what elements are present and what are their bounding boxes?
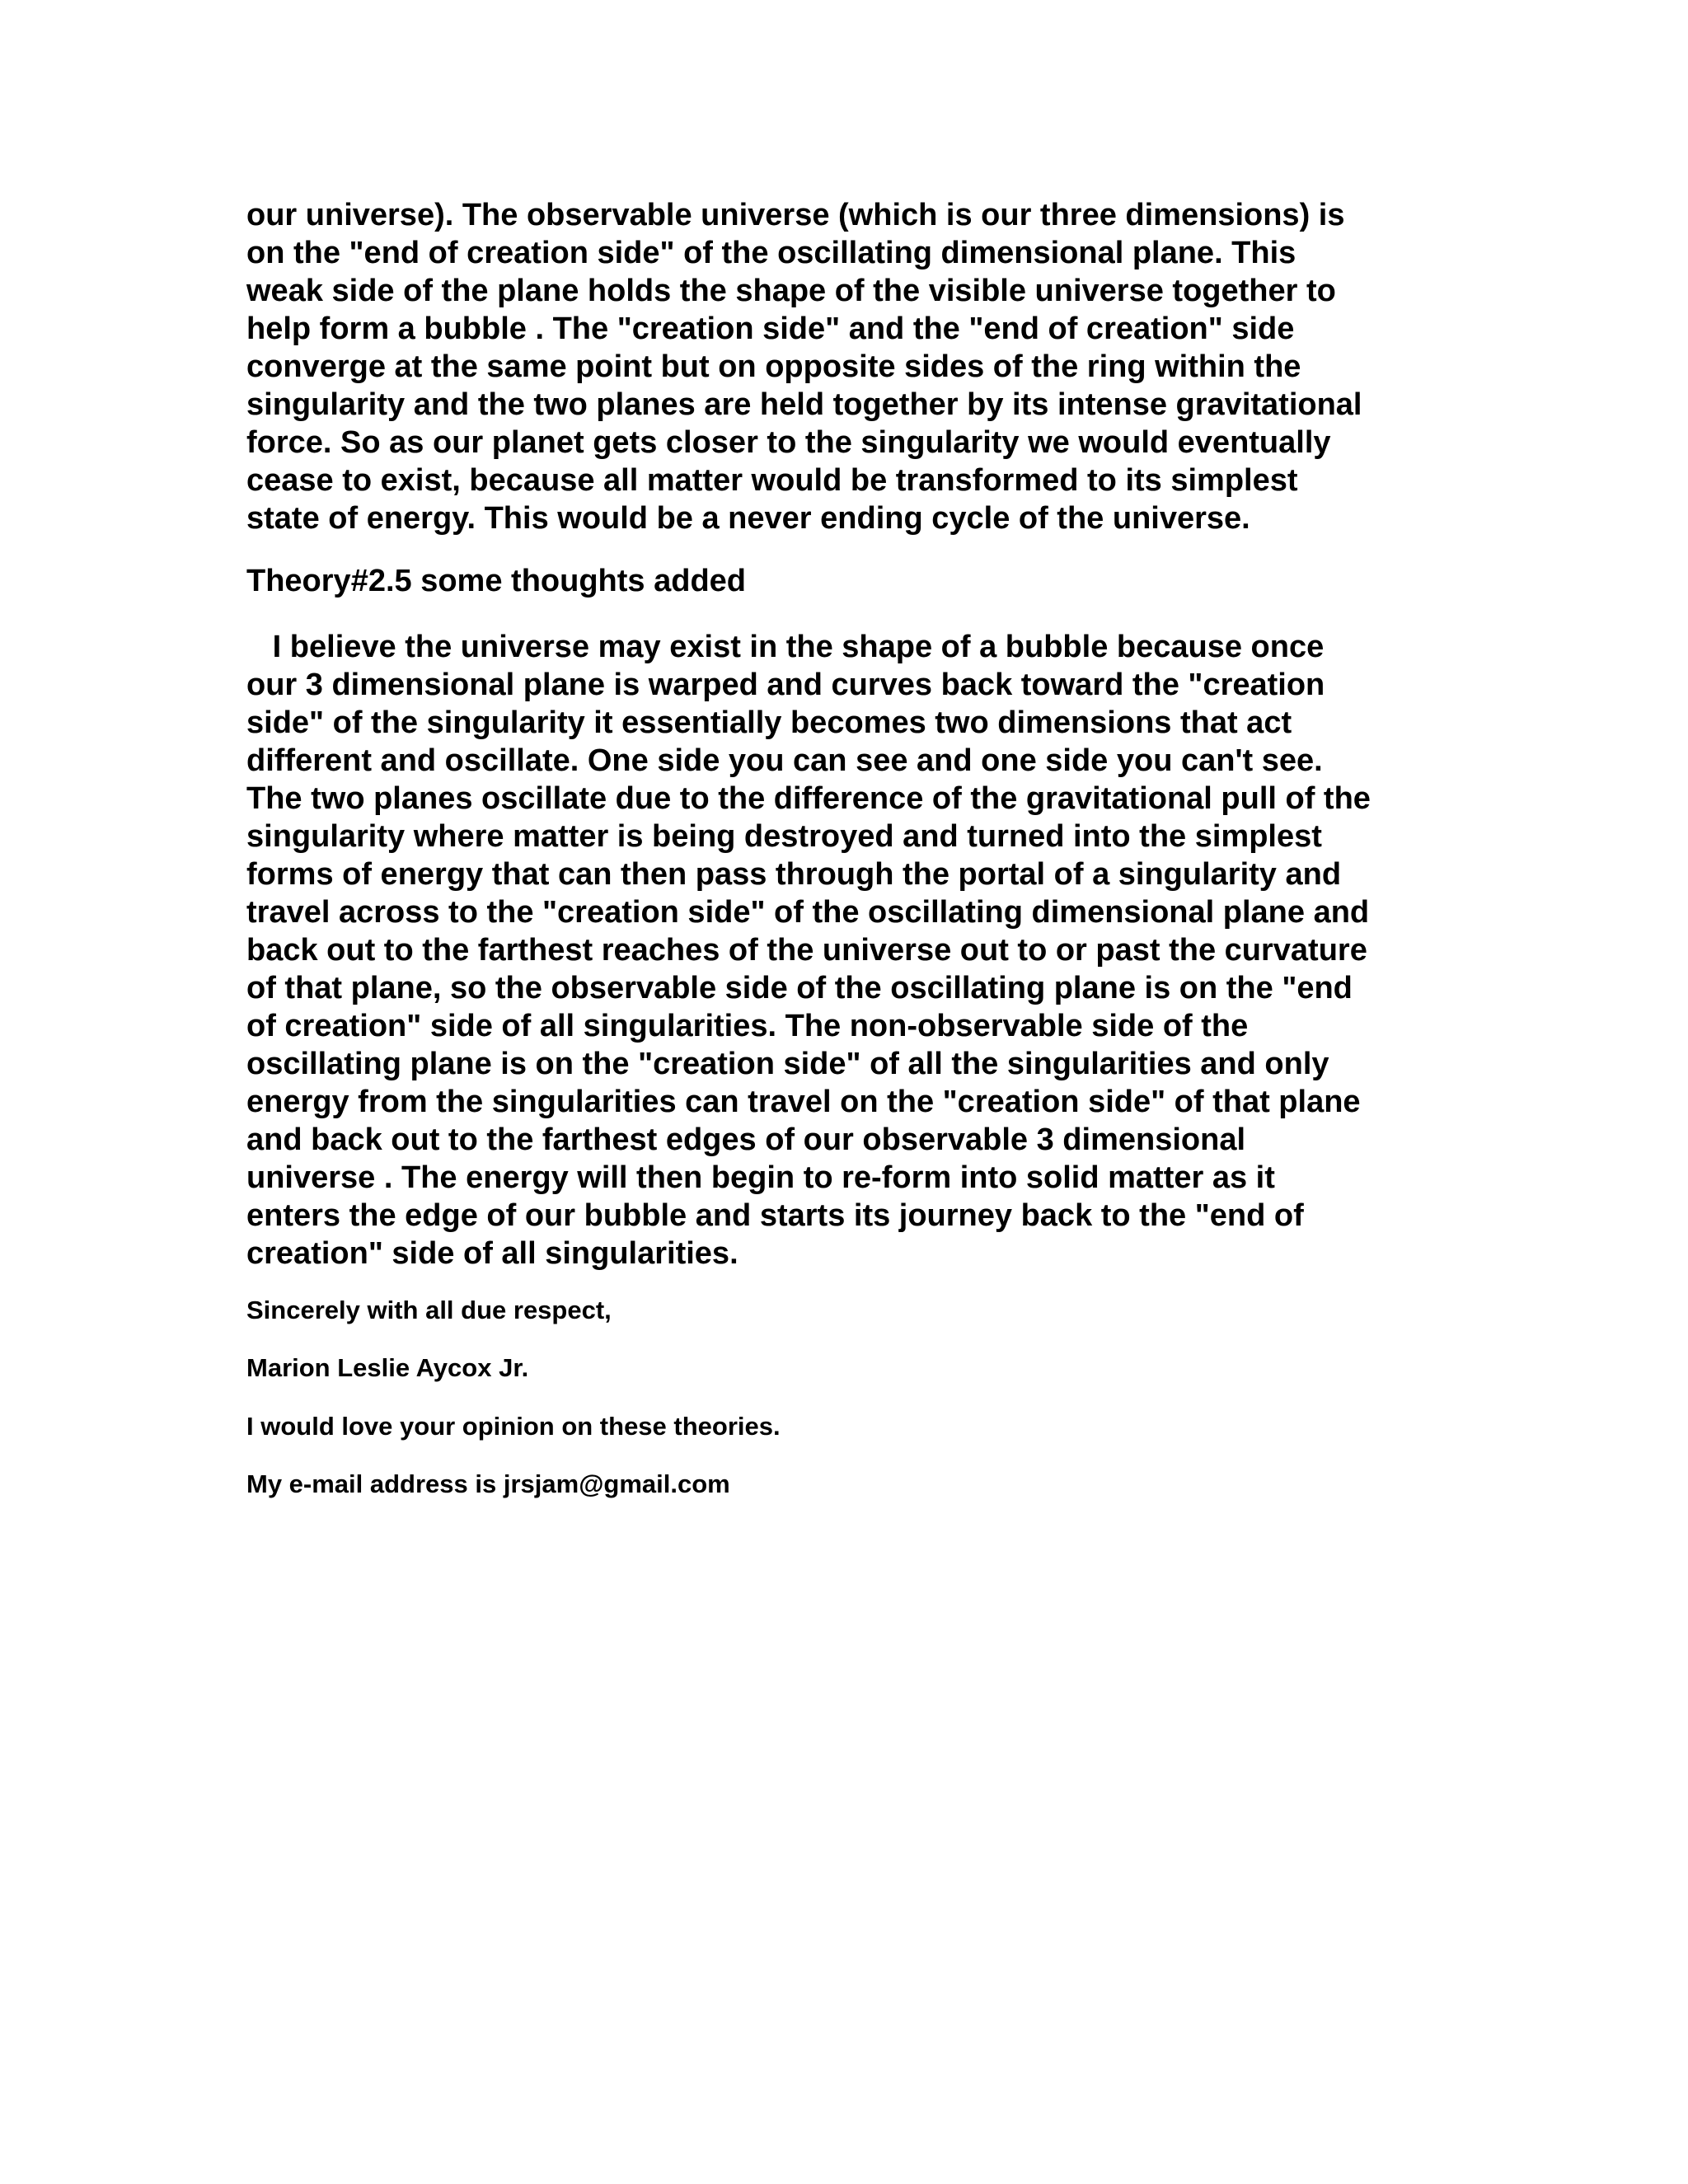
paragraph-line: on the "end of creation side" of the oscillating dimensional plane. This <box>246 236 1296 270</box>
paragraph-line: our universe). The observable universe (which is our three dimensions) is <box>246 198 1345 232</box>
paragraph-line: cease to exist, because all matter would be transformed to its simplest <box>246 463 1298 498</box>
paragraph-2 <box>246 628 1371 1272</box>
paragraph-line: of creation" side of all singularities. The non-observable side of the <box>246 1009 1249 1043</box>
paragraph-line: enters the edge of our bubble and starts its journey back to the "end of <box>246 1198 1304 1233</box>
paragraph-line: converge at the same point but on opposite sides of the ring within the <box>246 349 1301 384</box>
paragraph-line: singularity and the two planes are held together by its intense gravitational <box>246 387 1362 422</box>
author-name: Marion Leslie Aycox Jr. <box>246 1353 529 1382</box>
paragraph-line: force. So as our planet gets closer to the singularity we would eventually <box>246 425 1331 460</box>
paragraph-line: singularity where matter is being destroyed and turned into the simplest <box>246 819 1322 854</box>
paragraph-line: our 3 dimensional plane is warped and curves back toward the "creation <box>246 668 1325 702</box>
paragraph-line: oscillating plane is on the "creation side" of all the singularities and only <box>246 1047 1329 1081</box>
paragraph-line: of that plane, so the observable side of the oscillating plane is on the "end <box>246 971 1353 1005</box>
paragraph-line: weak side of the plane holds the shape of the visible universe together to <box>246 274 1336 308</box>
paragraph-line: side" of the singularity it essentially becomes two dimensions that act <box>246 705 1292 740</box>
paragraph-line: help form a bubble . The "creation side" and the "end of creation" side <box>246 312 1295 346</box>
paragraph-line: back out to the farthest reaches of the universe out to or past the curvature <box>246 933 1367 968</box>
paragraph-line: and back out to the farthest edges of our observable 3 dimensional <box>246 1122 1246 1157</box>
request-line: I would love your opinion on these theories. <box>246 1412 781 1441</box>
section-heading-text: Theory#2.5 some thoughts added <box>246 564 746 598</box>
paragraph-1 <box>246 196 1458 537</box>
paragraph-line: travel across to the "creation side" of the oscillating dimensional plane and <box>246 895 1370 930</box>
paragraph-line: forms of energy that can then pass through the portal of a singularity and <box>246 857 1342 892</box>
paragraph-line: universe . The energy will then begin to re-form into solid matter as it <box>246 1160 1275 1195</box>
paragraph-line: state of energy. This would be a never ending cycle of the universe. <box>246 501 1250 536</box>
closing-line: Sincerely with all due respect, <box>246 1296 612 1324</box>
document-body <box>246 196 1458 1498</box>
email-line: My e-mail address is jrsjam@gmail.com <box>246 1469 730 1498</box>
paragraph-line: I believe the universe may exist in the shape of a bubble because once <box>246 630 1325 664</box>
paragraph-line: energy from the singularities can travel on the "creation side" of that plane <box>246 1085 1361 1119</box>
paragraph-line: The two planes oscillate due to the difference of the gravitational pull of the <box>246 781 1371 816</box>
section-heading <box>246 562 746 600</box>
paragraph-line: creation" side of all singularities. <box>246 1236 738 1271</box>
paragraph-line: different and oscillate. One side you can see and one side you can't see. <box>246 743 1323 778</box>
